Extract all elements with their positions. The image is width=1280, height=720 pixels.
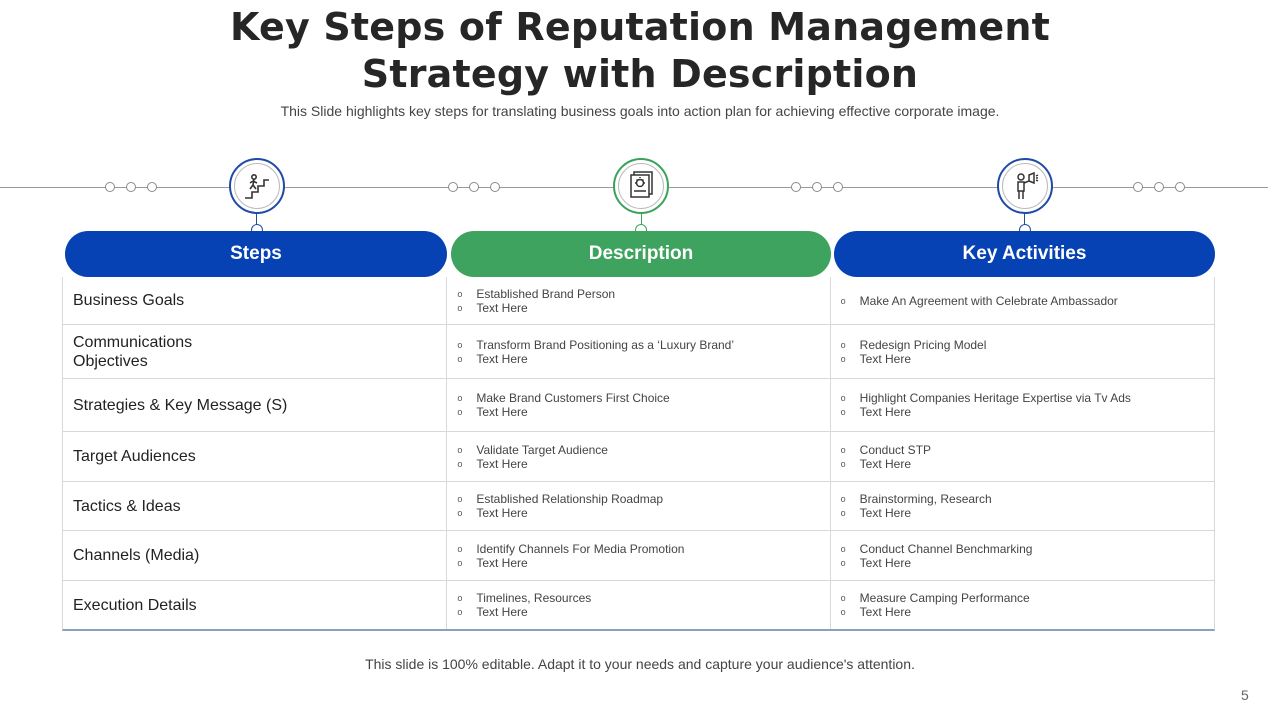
page-number: 5 (1241, 687, 1249, 703)
table-row (63, 481, 1214, 530)
table-row (63, 324, 1214, 378)
activities-cell: o Make An Agreement with Celebrate Ambassador (830, 277, 1214, 324)
step-cell: Strategies & Key Message (S) (73, 396, 288, 414)
description-icon-badge (613, 158, 669, 214)
header-key-activities: Key Activities (834, 231, 1215, 277)
timeline-dot (490, 182, 500, 192)
timeline-dot (126, 182, 136, 192)
certificate-icon (626, 171, 656, 201)
title-line-1: Key Steps of Reputation Management (230, 5, 1050, 49)
stairs-climb-icon (242, 171, 272, 201)
step-cell: Tactics & Ideas (73, 497, 181, 515)
activities-cell: o Redesign Pricing Model o Text Here (830, 325, 1214, 378)
step-cell: Execution Details (73, 596, 197, 614)
activities-cell: o Measure Camping Performance o Text Here (830, 581, 1214, 629)
table-row (63, 378, 1214, 431)
megaphone-person-icon (1010, 171, 1040, 201)
step-cell: Business Goals (73, 292, 185, 309)
description-cell: o Identify Channels For Media Promotion o Text Here (446, 531, 829, 580)
steps-table (62, 277, 1215, 631)
steps-icon-badge (229, 158, 285, 214)
table-row (63, 530, 1214, 580)
description-cell: o Established Relationship Roadmap o Text Here (446, 482, 829, 530)
title-line-2: Strategy with Description (361, 52, 919, 96)
activities-cell: o Highlight Companies Heritage Expertise via Tv Ads o Text Here (830, 379, 1214, 431)
timeline-dot (448, 182, 458, 192)
description-cell: o Established Brand Person o Text Here (446, 277, 829, 324)
timeline-dot (1133, 182, 1143, 192)
timeline-dot (1154, 182, 1164, 192)
activities-cell: o Brainstorming, Research o Text Here (830, 482, 1214, 530)
table-row (63, 580, 1214, 629)
activities-cell: o Conduct STP o Text Here (830, 432, 1214, 481)
footer-note: This slide is 100% editable. Adapt it to your needs and capture your audience's attention. (365, 656, 915, 672)
timeline-dot (469, 182, 479, 192)
timeline-dot (812, 182, 822, 192)
step-cell: Target Audiences (73, 448, 196, 465)
header-steps: Steps (65, 231, 447, 277)
step-cell: Communications Objectives (73, 333, 193, 370)
timeline-dot (1175, 182, 1185, 192)
description-cell: o Timelines, Resources o Text Here (446, 581, 829, 629)
table-row (63, 431, 1214, 481)
timeline-dot (105, 182, 115, 192)
activities-icon-badge (997, 158, 1053, 214)
slide-subtitle: This Slide highlights key steps for translating business goals into action plan for achieving effective corporate image. (280, 103, 1000, 119)
activities-cell: o Conduct Channel Benchmarking o Text Here (830, 531, 1214, 580)
table-row (63, 277, 1214, 324)
description-cell: o Make Brand Customers First Choice o Text Here (446, 379, 829, 431)
header-description: Description (451, 231, 831, 277)
timeline-dot (147, 182, 157, 192)
slide-title (0, 4, 1280, 98)
step-cell: Channels (Media) (73, 547, 200, 564)
timeline-dot (791, 182, 801, 192)
description-cell: o Transform Brand Positioning as a ‘Luxury Brand’ o Text Here (446, 325, 829, 378)
description-cell: o Validate Target Audience o Text Here (446, 432, 829, 481)
timeline-dot (833, 182, 843, 192)
